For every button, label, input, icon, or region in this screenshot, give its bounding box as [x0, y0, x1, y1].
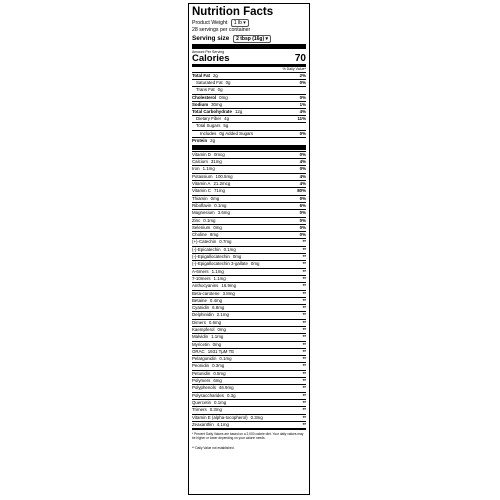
micronutrient-amount: 0.4mg — [209, 297, 223, 303]
micronutrient-daily-value: ** — [302, 290, 306, 296]
micronutrient-name: Zinc — [192, 217, 201, 223]
micronutrient-row — [192, 209, 306, 216]
micronutrient-row — [192, 275, 306, 282]
micronutrient-name: Vitamin E (alpha-tocopherol) — [192, 414, 248, 420]
micronutrient-name: (-)-Epigallocatechin — [192, 254, 230, 260]
micronutrient-name-amount — [192, 393, 236, 399]
micronutrient-row — [192, 268, 306, 275]
nutrient-daily-value: 4% — [299, 108, 306, 114]
micronutrient-row — [192, 384, 306, 391]
micronutrient-row — [192, 246, 306, 253]
micronutrient-name-amount — [192, 407, 222, 413]
nutrient-amount: 5g — [223, 123, 229, 129]
serving-size-select[interactable] — [233, 35, 271, 43]
nutrient-name: Includes — [200, 130, 217, 136]
micronutrient-name: Trimers — [192, 407, 207, 413]
nutrient-daily-value: 0% — [299, 94, 306, 100]
micronutrient-amount: 21.2mcg — [213, 181, 231, 187]
micronutrient-amount: 0mcg — [213, 151, 225, 157]
micronutrient-name: Iron — [192, 166, 200, 172]
micronutrient-name: Cyanidin — [192, 305, 210, 311]
micronutrient-daily-value: ** — [302, 414, 306, 420]
nutrient-daily-value: 11% — [297, 116, 306, 122]
micronutrient-name: Polymers — [192, 378, 211, 384]
micronutrient-name-amount — [192, 232, 218, 238]
micronutrient-name: Pelargonidin — [192, 356, 217, 362]
serving-size-value: 2 tbsp (16g) — [236, 36, 265, 42]
micronutrient-name-amount — [192, 159, 222, 165]
micronutrient-daily-value: ** — [302, 305, 306, 311]
label-title: Nutrition Facts — [192, 6, 274, 18]
micronutrient-name-amount — [192, 356, 232, 362]
nutrient-row — [192, 72, 306, 79]
micronutrient-row — [192, 282, 306, 289]
nutrient-row — [192, 101, 306, 108]
calories-value: 70 — [294, 53, 306, 64]
micronutrient-row — [192, 238, 306, 245]
micronutrient-name: Magnesium — [192, 210, 215, 216]
micronutrient-amount: 1.1mg — [211, 334, 224, 340]
micronutrient-amount: 0.6mg — [208, 319, 222, 325]
micronutrient-name: Choline — [192, 232, 207, 238]
micronutrient-daily-value: ** — [302, 378, 306, 384]
micronutrient-daily-value: ** — [302, 363, 306, 369]
micronutrient-name: ORAC — [192, 348, 205, 354]
micronutrient-name-amount — [192, 298, 222, 304]
nutrient-row — [192, 122, 306, 129]
micronutrient-daily-value: 4% — [299, 159, 306, 165]
micronutrient-row — [192, 421, 306, 428]
micronutrient-daily-value: 4% — [299, 173, 306, 179]
nutrient-daily-value: 0% — [299, 130, 306, 136]
nutrient-row — [192, 137, 306, 144]
micronutrient-name: Betaine — [192, 297, 207, 303]
micronutrient-amount: 0mg — [213, 224, 222, 230]
micronutrient-row — [192, 414, 306, 421]
micronutrient-daily-value: ** — [302, 283, 306, 289]
micronutrient-row — [192, 231, 306, 238]
micronutrient-daily-value: 0% — [299, 166, 306, 172]
micronutrient-row — [192, 151, 306, 158]
micronutrient-name: Quercetin — [192, 399, 212, 405]
micronutrient-name: Thiamin — [192, 195, 208, 201]
micronutrient-row — [192, 173, 306, 180]
nutrient-name-amount — [196, 116, 229, 122]
micronutrient-daily-value: ** — [302, 327, 306, 332]
micronutrient-name: (-)-Epicatechin — [192, 246, 221, 252]
micronutrient-daily-value: ** — [302, 246, 306, 252]
nutrient-name-amount — [196, 87, 223, 93]
nutrient-row — [192, 79, 306, 86]
footnote-dv: * Percent Daily Values are based on a 2,000 calorie diet. Your daily values may be higher or lower depending on your calorie needs. — [192, 428, 306, 440]
nutrient-row — [192, 130, 306, 137]
nutrient-list — [192, 72, 306, 144]
micronutrient-daily-value: ** — [302, 341, 306, 347]
serving-size-row — [192, 34, 306, 43]
micronutrient-row — [192, 319, 306, 326]
micronutrient-row — [192, 406, 306, 413]
micronutrient-daily-value: 0% — [299, 232, 306, 238]
micronutrient-amount: 3.8mg — [222, 290, 235, 296]
micronutrient-daily-value: ** — [302, 370, 306, 376]
micronutrient-daily-value: ** — [302, 392, 306, 398]
micronutrient-amount: 9mg — [209, 232, 219, 238]
daily-value-header: % Daily Value* — [192, 66, 306, 72]
nutrient-name: Trans Fat — [196, 87, 215, 93]
micronutrient-daily-value: ** — [302, 254, 306, 260]
micronutrient-amount: 71mg — [213, 188, 225, 194]
micronutrient-daily-value: 0% — [299, 210, 306, 216]
micronutrient-name-amount — [192, 291, 235, 297]
micronutrient-amount: 0.3g — [226, 392, 236, 398]
micronutrient-name-amount — [192, 181, 230, 187]
micronutrient-name-amount — [192, 371, 226, 377]
micronutrient-daily-value: ** — [302, 407, 306, 413]
micronutrient-amount: 0.1mg — [214, 202, 227, 208]
micronutrient-name-amount — [192, 152, 225, 158]
micronutrient-name: Petunidin — [192, 370, 211, 376]
micronutrient-row — [192, 253, 306, 260]
micronutrient-amount: 1.1mg — [211, 268, 224, 274]
product-weight-select[interactable] — [231, 19, 249, 27]
micronutrient-amount: 2.1mg — [216, 312, 229, 318]
nutrient-amount: 2g — [212, 73, 218, 78]
micronutrient-name-amount — [192, 247, 236, 253]
nutrient-name: Saturated Fat — [196, 80, 223, 86]
micronutrient-row — [192, 370, 306, 377]
micronutrient-row — [192, 187, 306, 194]
micronutrient-daily-value: 4% — [299, 181, 306, 187]
micronutrient-name: Calcium — [192, 159, 208, 165]
micronutrient-daily-value: 0% — [299, 151, 306, 157]
micronutrient-name-amount — [192, 210, 230, 216]
micronutrient-row — [192, 311, 306, 318]
micronutrient-amount: 100.5mg — [215, 173, 233, 179]
micronutrient-name-amount — [192, 342, 221, 348]
nutrient-name-amount — [192, 138, 215, 144]
nutrient-row — [192, 108, 306, 115]
micronutrient-name: Vitamin C — [192, 188, 211, 194]
micronutrient-name: Zeaxanthin — [192, 421, 214, 427]
nutrient-row — [192, 115, 306, 122]
micronutrient-daily-value: ** — [302, 239, 306, 245]
product-weight-value: 1 lb — [233, 20, 242, 26]
micronutrient-amount: 1931 TµM TE — [207, 348, 235, 354]
nutrient-name-amount — [192, 102, 222, 108]
micronutrient-name-amount — [192, 422, 229, 428]
micronutrient-amount: 0.3mg — [212, 363, 225, 369]
micronutrient-amount: 6.8mg — [212, 305, 225, 311]
divider-thick — [192, 145, 306, 150]
micronutrient-row — [192, 297, 306, 304]
calories-row — [192, 54, 306, 64]
amount-per-serving: Amount Per Serving — [192, 50, 225, 54]
micronutrient-name-amount — [192, 269, 224, 275]
micronutrient-name: Selenium — [192, 224, 211, 230]
micronutrient-row — [192, 290, 306, 297]
micronutrient-amount: 0mg — [250, 261, 260, 267]
micronutrient-amount: 0.3mg — [250, 414, 263, 420]
micronutrient-daily-value: 0% — [299, 224, 306, 230]
micronutrient-name: A-6mers — [192, 268, 209, 274]
micronutrient-amount: 0.3mg — [209, 407, 222, 413]
micronutrient-daily-value: 80% — [297, 188, 306, 194]
nutrient-name-amount — [200, 131, 253, 137]
nutrient-daily-value: 2% — [299, 73, 306, 78]
calories-label: Calories — [192, 53, 230, 64]
micronutrient-name: Vitamin D — [192, 151, 211, 157]
chevron-down-icon: ▾ — [243, 20, 246, 26]
micronutrient-amount: 1.1mg — [213, 275, 226, 281]
micronutrient-amount: 0mg — [232, 254, 242, 260]
micronutrient-name-amount — [192, 276, 226, 282]
micronutrient-amount: 1.1mg — [202, 166, 215, 172]
micronutrient-name: Polyphenols — [192, 385, 216, 391]
micronutrient-name: Malvidin — [192, 334, 209, 340]
micronutrient-name: 7-10mers — [192, 275, 211, 281]
micronutrient-name-amount — [192, 174, 233, 180]
nutrient-name: Protein — [192, 137, 208, 143]
micronutrient-row — [192, 165, 306, 172]
micronutrient-list — [192, 151, 306, 428]
servings-per-container: 28 servings per container — [192, 27, 251, 33]
micronutrient-row — [192, 341, 306, 348]
micronutrient-row — [192, 180, 306, 187]
micronutrient-name: Polysaccharides — [192, 392, 224, 398]
micronutrient-name: Beta-carotene — [192, 290, 220, 296]
nutrient-amount: 4g — [224, 116, 230, 122]
micronutrient-name: Potassium — [192, 173, 213, 179]
micronutrient-amount: 3.6mg — [217, 210, 230, 216]
micronutrient-name-amount — [192, 283, 236, 289]
micronutrient-name-amount — [192, 415, 263, 421]
nutrient-name-amount — [196, 80, 231, 86]
micronutrient-name: Delphinidin — [192, 312, 214, 318]
micronutrient-amount: 0.1mg — [219, 356, 232, 362]
divider-thick — [192, 44, 306, 49]
micronutrient-amount: 4.1mg — [216, 421, 229, 427]
micronutrient-row — [192, 304, 306, 311]
micronutrient-daily-value: ** — [302, 261, 306, 267]
micronutrient-amount: 0.7mg — [219, 239, 232, 245]
micronutrient-daily-value: ** — [302, 348, 306, 354]
product-weight-label: Product Weight — [192, 20, 228, 26]
micronutrient-row — [192, 326, 306, 333]
micronutrient-daily-value: 6% — [299, 202, 306, 208]
micronutrient-amount: 16.9mg — [221, 283, 237, 289]
micronutrient-name: Myricetin — [192, 341, 210, 347]
micronutrient-amount: 0mg — [212, 341, 222, 347]
nutrient-name-amount — [192, 95, 228, 101]
nutrient-amount: 0g — [225, 80, 231, 86]
micronutrient-daily-value: ** — [302, 268, 306, 274]
micronutrient-amount: 31mg — [210, 159, 222, 165]
nutrient-amount: 30mg — [211, 101, 223, 107]
micronutrient-name-amount — [192, 320, 221, 326]
nutrient-daily-value: 0% — [299, 80, 306, 86]
nutrition-facts-panel — [188, 3, 310, 495]
nutrient-amount: 12g — [234, 108, 243, 114]
micronutrient-row — [192, 377, 306, 384]
nutrient-daily-value: 1% — [299, 101, 306, 107]
micronutrient-name: Kaempferol — [192, 327, 215, 332]
product-weight-row — [192, 19, 306, 27]
micronutrient-daily-value: ** — [302, 297, 306, 303]
micronutrient-amount: 0mg — [217, 327, 226, 332]
micronutrient-row — [192, 195, 306, 202]
micronutrient-row — [192, 355, 306, 362]
nutrient-name-amount — [192, 109, 242, 115]
micronutrient-daily-value: ** — [302, 385, 306, 391]
micronutrient-amount: 0.1mg — [223, 246, 236, 252]
micronutrient-daily-value: ** — [302, 334, 306, 340]
nutrient-name-amount — [192, 73, 218, 79]
micronutrient-row — [192, 399, 306, 406]
micronutrient-name-amount — [192, 349, 234, 355]
micronutrient-row — [192, 348, 306, 355]
nutrient-amount: 2g — [210, 137, 216, 143]
micronutrient-name-amount — [192, 188, 225, 194]
nutrient-name: Sodium — [192, 101, 209, 107]
micronutrient-amount: 0.1mg — [214, 399, 227, 405]
micronutrient-daily-value: ** — [302, 399, 306, 405]
micronutrient-daily-value: ** — [302, 275, 306, 281]
nutrient-name: Cholesterol — [192, 94, 217, 100]
micronutrient-name-amount — [192, 305, 224, 311]
micronutrient-name-amount — [192, 327, 226, 333]
micronutrient-name: (-)-Epigallocatechin 3-gallate — [192, 261, 248, 267]
micronutrient-daily-value: ** — [302, 312, 306, 318]
nutrient-row — [192, 86, 306, 93]
micronutrient-name-amount — [192, 254, 241, 260]
micronutrient-name: Peonidin — [192, 363, 210, 369]
micronutrient-name-amount — [192, 218, 216, 224]
micronutrient-name-amount — [192, 363, 224, 369]
nutrient-name: Total Fat — [192, 73, 210, 78]
micronutrient-daily-value: 0% — [299, 217, 306, 223]
micronutrient-name-amount — [192, 203, 226, 209]
micronutrient-name-amount — [192, 196, 219, 202]
nutrient-row — [192, 94, 306, 101]
micronutrient-name-amount — [192, 225, 222, 231]
chevron-down-icon: ▾ — [265, 36, 269, 42]
micronutrient-name-amount — [192, 385, 234, 391]
micronutrient-name: (+)-Catechin — [192, 239, 217, 245]
micronutrient-name-amount — [192, 261, 259, 267]
nutrient-amount: 0mg — [219, 94, 228, 100]
micronutrient-name-amount — [192, 400, 226, 406]
micronutrient-row — [192, 260, 306, 267]
micronutrient-daily-value: ** — [302, 421, 306, 427]
nutrient-amount: 0g — [217, 87, 223, 93]
micronutrient-row — [192, 392, 306, 399]
micronutrient-name-amount — [192, 334, 223, 340]
micronutrient-name-amount — [192, 378, 222, 384]
micronutrient-name-amount — [192, 312, 229, 318]
micronutrient-name-amount — [192, 166, 215, 172]
micronutrient-row — [192, 224, 306, 231]
serving-size-label: Serving size — [192, 35, 230, 42]
nutrient-name: Total Carbohydrate — [192, 108, 232, 114]
micronutrient-row — [192, 158, 306, 165]
micronutrient-amount: 46.9mg — [218, 385, 234, 391]
micronutrient-daily-value: 0% — [299, 195, 306, 201]
micronutrient-name: Riboflavin — [192, 202, 212, 208]
nutrient-name: Total Sugars — [196, 123, 221, 129]
footnote-not-established: ** Daily Value not established. — [192, 446, 235, 451]
micronutrient-daily-value: ** — [302, 319, 306, 325]
nutrient-name: Dietary Fiber — [196, 116, 222, 122]
micronutrient-row — [192, 333, 306, 340]
micronutrient-name-amount — [192, 239, 231, 245]
micronutrient-name: Dimers — [192, 319, 206, 325]
micronutrient-amount: 0mg — [210, 195, 220, 201]
micronutrient-row — [192, 202, 306, 209]
micronutrient-row — [192, 362, 306, 369]
micronutrient-amount: 0.1mg — [203, 217, 216, 223]
micronutrient-name: Vitamin A — [192, 181, 211, 187]
nutrient-name-amount — [196, 123, 228, 129]
micronutrient-amount: 0.5mg — [213, 370, 226, 376]
nutrient-amount: 0g Added Sugars — [219, 130, 254, 136]
micronutrient-amount: 6mg — [213, 378, 222, 384]
micronutrient-row — [192, 217, 306, 224]
micronutrient-daily-value: ** — [302, 356, 306, 362]
micronutrient-name: Anthocyanins — [192, 283, 219, 289]
